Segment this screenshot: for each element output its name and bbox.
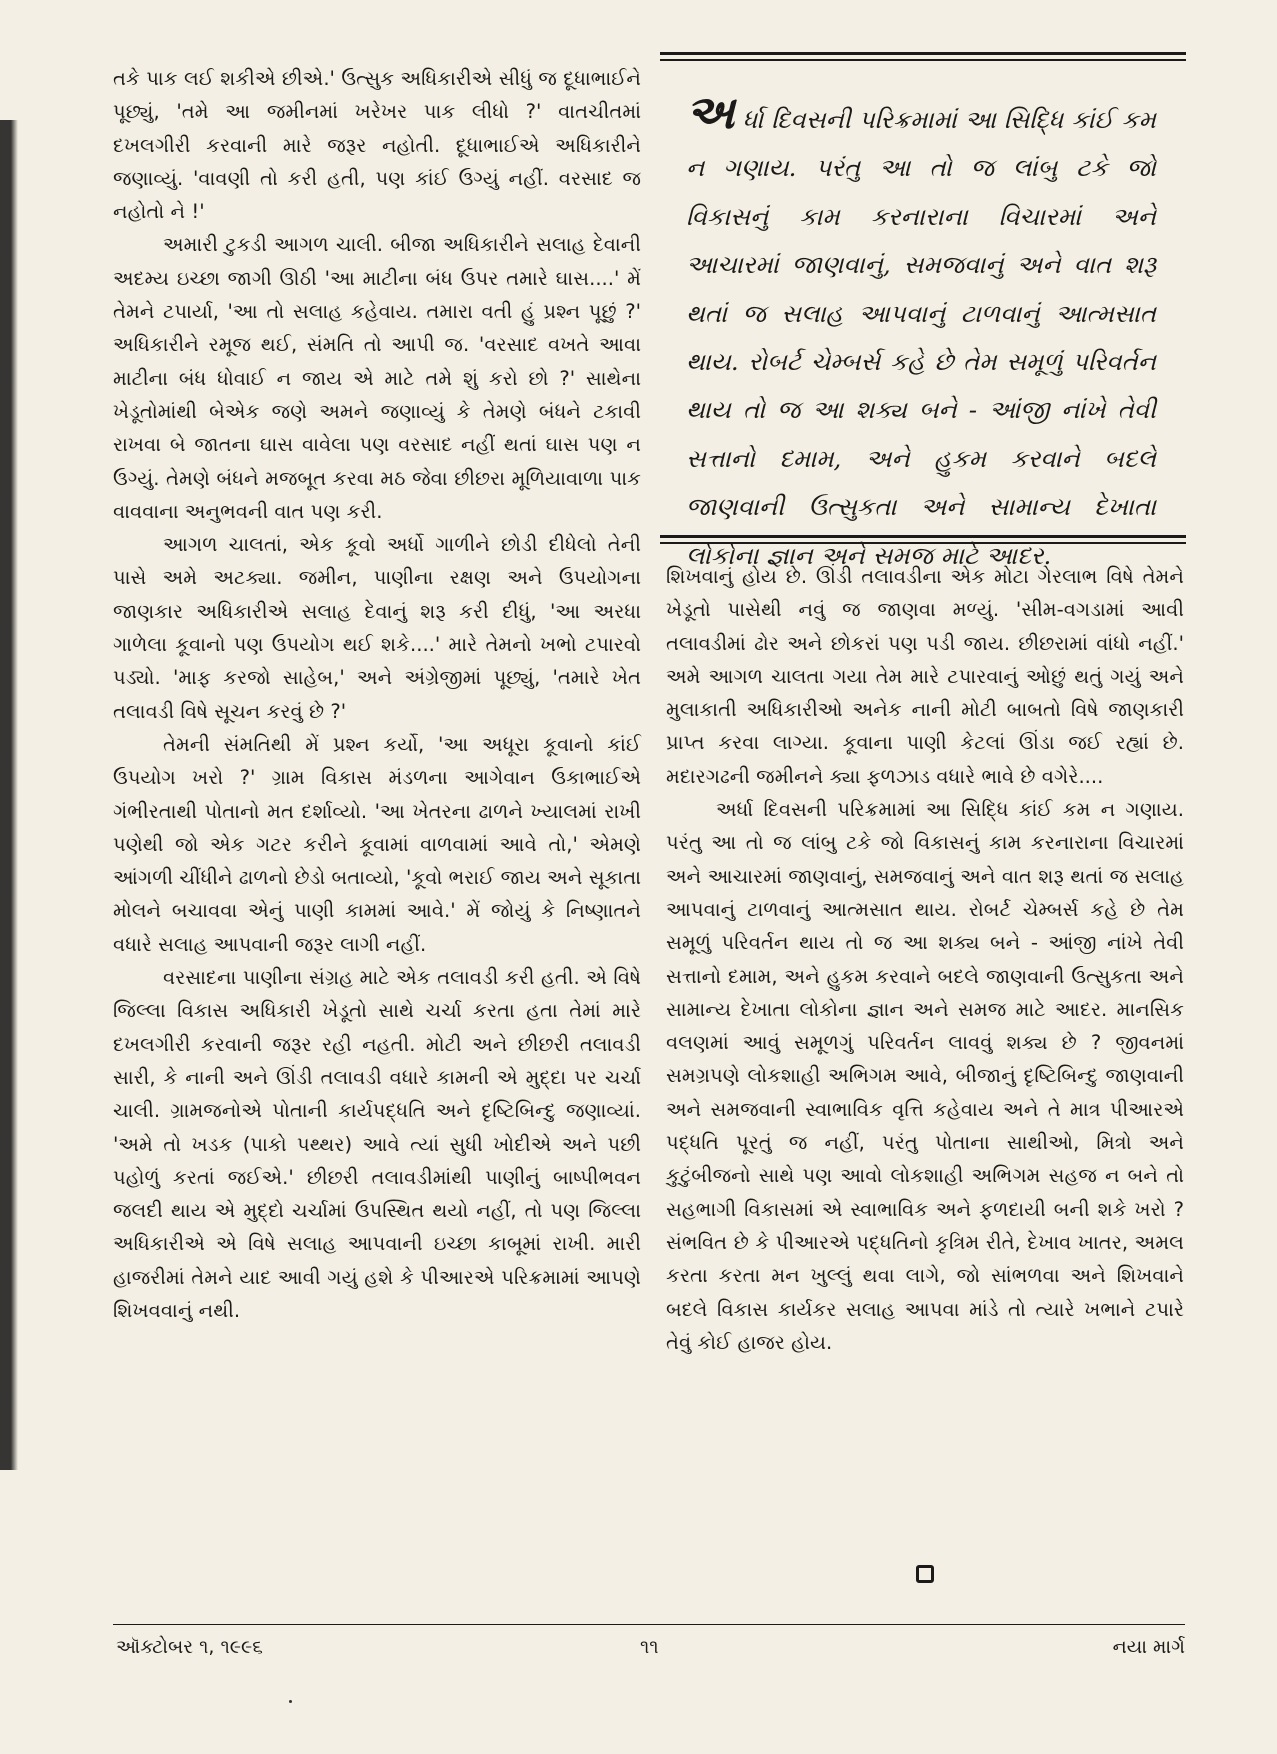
print-speck: [289, 1700, 292, 1703]
footer-rule: [113, 1624, 1185, 1625]
pull-quote-bottom-rule: [660, 535, 1186, 544]
article-end-mark: [916, 1565, 934, 1583]
left-column: [113, 62, 641, 1327]
paragraph: આગળ ચાલતાં, એક કૂવો અર્ધો ગાળીને છોડી દીધેલો તેની પાસે અમે અટક્યા. જમીન, પાણીના રક્ષણ અને ઉપયોગના જાણકાર અધિકારીએ સલાહ દેવાનું શરૂ કરી દીધું, 'આ અરધા ગાળેલા કૂવાનો પણ ઉપયોગ થઈ શકે....' મારે તેમનો ખભો ટપારવો પડ્યો. 'માફ કરજો સાહેબ,' અને અંગ્રેજીમાં પૂછ્યું, 'તમારે ખેત તલાવડી વિષે સૂચન કરવું છે ?': [113, 533, 641, 723]
magazine-name: નયા માર્ગ: [1112, 1636, 1185, 1658]
paragraph: અમારી ટુકડી આગળ ચાલી. બીજા અધિકારીને સલાહ દેવાની અદમ્ય ઇચ્છા જાગી ઊઠી 'આ માટીના બંધ ઉપર તમારે ઘાસ....' મેં તેમને ટપાર્યા, 'આ તો સલાહ કહેવાય. તમારા વતી હું પ્રશ્ન પૂછું ?' અધિકારીને રમૂજ થઈ, સંમતિ તો આપી જ. 'વરસાદ વખતે આવા માટીના બંધ ધોવાઈ ન જાય એ માટે તમે શું કરો છો ?' સાથેના ખેડૂતોમાંથી બેએક જણે અમને જણાવ્યું કે તેમણે બંધને ટકાવી રાખવા બે જાતના ઘાસ વાવેલા પણ વરસાદ નહીં થતાં ઘાસ પણ ન ઉગ્યું. તેમણે બંધને મજબૂત કરવા મઠ જેવા છીછરા મૂળિયાવાળા પાક વાવવાના અનુભવની વાત પણ કરી.: [113, 233, 641, 523]
footer-date: ઑક્ટોબર ૧, ૧૯૯૬: [116, 1636, 263, 1658]
pull-quote-body: ર્ધા દિવસની પરિક્રમામાં આ સિદ્ધિ કાંઈ કમ ન ગણાય. પરંતુ આ તો જ લાંબુ ટકે જો વિકાસનું કામ કરનારાના વિચારમાં અને આચારમાં જાણવાનું, સમજવાનું અને વાત શરૂ થતાં જ સલાહ આપવાનું ટાળવાનું આત્મસાત થાય. રોબર્ટ ચેમ્બર્સ કહે છે તેમ સમૂળું પરિવર્તન થાય તો જ આ શક્ય બને - આંજી નાંખે તેવી સત્તાનો દમામ, અને હુકમ કરવાને બદલે જાણવાની ઉત્સુકતા અને સામાન્ય દેખાતા લોકોના જ્ઞાન અને સમજ માટે આદર.: [686, 105, 1156, 570]
pull-quote-dropcap: અ: [686, 85, 735, 139]
torn-page-edge: [0, 120, 18, 1470]
paragraph: વરસાદના પાણીના સંગ્રહ માટે એક તલાવડી કરી હતી. એ વિષે જિલ્લા વિકાસ અધિકારી ખેડૂતો સાથે ચર્ચા કરતા હતા તેમાં મારે દખલગીરી કરવાની જરૂર રહી નહતી. મોટી અને છીછરી તલાવડી સારી, કે નાની અને ઊંડી તલાવડી વધારે કામની એ મુદ્દા પર ચર્ચા ચાલી. ગ્રામજનોએ પોતાની કાર્યપદ્ધતિ અને દૃષ્ટિબિન્દુ જણાવ્યાં. 'અમે તો ખડક (પાકો પથ્થર) આવે ત્યાં સુધી ખોદીએ અને પછી પહોળું કરતાં જઈએ.' છીછરી તલાવડીમાંથી પાણીનું બાષ્પીભવન જલદી થાય એ મુદ્દો ચર્ચામાં ઉપસ્થિત થયો નહીં, તો પણ જિલ્લા અધિકારીએ એ વિષે સલાહ આપવાની ઇચ્છા કાબૂમાં રાખી. મારી હાજરીમાં તેમને યાદ આવી ગયું હશે કે પીઆરએ પરિક્રમામાં આપણે શિખવવાનું નથી.: [113, 966, 642, 1322]
pull-quote-box: [660, 52, 1186, 570]
paragraph: અર્ધા દિવસની પરિક્રમામાં આ સિદ્ધિ કાંઈ કમ ન ગણાય. પરંતુ આ તો જ લાંબુ ટકે જો વિકાસનું કામ કરનારાના વિચારમાં અને આચારમાં જાણવાનું, સમજવાનું અને વાત શરૂ થતાં જ સલાહ આપવાનું ટાળવાનું આત્મસાત થાય. રોબર્ટ ચેમ્બર્સ કહે છે તેમ સમૂળું પરિવર્તન થાય તો જ આ શક્ય બને - આંજી નાંખે તેવી સત્તાનો દમામ, અને હુકમ કરવાને બદલે જાણવાની ઉત્સુકતા અને સામાન્ય દેખાતા લોકોના જ્ઞાન અને સમજ માટે આદર. માનસિક વલણમાં આવું સમૂળગું પરિવર્તન લાવવું શક્ય છે ? જીવનમાં સમગ્રપણે લોકશાહી અભિગમ આવે, બીજાનું દૃષ્ટિબિન્દુ જાણવાની અને સમજવાની સ્વાભાવિક વૃત્તિ કહેવાય અને તે માત્ર પીઆરએ પદ્ધતિ પૂરતું જ નહીં, પરંતુ પોતાના સાથીઓ, મિત્રો અને કુટુંબીજનો સાથે પણ આવો લોકશાહી અભિગમ સહજ ન બને તો સહભાગી વિકાસમાં એ સ્વાભાવિક અને ફળદાયી બની શકે ખરો ? સંભવિત છે કે પીઆરએ પદ્ધતિનો કૃત્રિમ રીતે, દેખાવ ખાતર, અમલ કરતા કરતા મન ખુલ્લું થવા લાગે, જો સાંભળવા અને શિખવાને બદલે વિકાસ કાર્યકર સલાહ આપવા માંડે તો ત્યારે ખભાને ટપારે તેવું કોઈ હાજર હોય.: [666, 798, 1184, 1354]
paragraph: તકે પાક લઈ શકીએ છીએ.' ઉત્સુક અધિકારીએ સીધું જ દૂધાભાઈને પૂછ્યું, 'તમે આ જમીનમાં ખરેખર પાક લીધો ?' વાતચીતમાં દખલગીરી કરવાની મારે જરૂર નહોતી. દૂધાભાઈએ અધિકારીને જણાવ્યું. 'વાવણી તો કરી હતી, પણ કાંઈ ઉગ્યું નહીં. વરસાદ જ નહોતો ને !': [113, 67, 641, 224]
pull-quote-top-rule: [660, 52, 1186, 61]
page-number: ૧૧: [640, 1636, 659, 1658]
pull-quote-text: [686, 85, 1156, 580]
paragraph: તેમની સંમતિથી મેં પ્રશ્ન કર્યો, 'આ અધૂરા કૂવાનો કાંઈ ઉપયોગ ખરો ?' ગ્રામ વિકાસ મંડળના આગેવાન ઉકાભાઈએ ગંભીરતાથી પોતાનો મત દર્શાવ્યો. 'આ ખેતરના ઢાળને ખ્યાલમાં રાખી પણેથી જો એક ગટર કરીને કૂવામાં વાળવામાં આવે તો,' એમણે આંગળી ચીંધીને ઢાળનો છેડો બતાવ્યો, 'કૂવો ભરાઈ જાય અને સૂકાતા મોલને બચાવવા એનું પાણી કામમાં આવે.' મેં જોયું કે નિષ્ણાતને વધારે સલાહ આપવાની જરૂર લાગી નહીં.: [113, 732, 641, 956]
paragraph: શિખવાનું હોય છે. ઊંડી તલાવડીના એક મોટા ગેરલાભ વિષે તેમને ખેડૂતો પાસેથી નવું જ જાણવા મળ્યું. 'સીમ-વગડામાં આવી તલાવડીમાં ઢોર અને છોકરાં પણ પડી જાય. છીછરામાં વાંધો નહીં.' અમે આગળ ચાલતા ગયા તેમ મારે ટપારવાનું ઓછું થતું ગયું અને મુલાકાતી અધિકારીઓ અનેક નાની મોટી બાબતો વિષે જાણકારી પ્રાપ્ત કરવા લાગ્યા. કૂવાના પાણી કેટલાં ઊંડા જઈ રહ્યાં છે. મદારગઢની જમીનને ક્યા ફળઝાડ વધારે ભાવે છે વગેરે....: [666, 565, 1184, 788]
right-column: [666, 560, 1184, 1359]
